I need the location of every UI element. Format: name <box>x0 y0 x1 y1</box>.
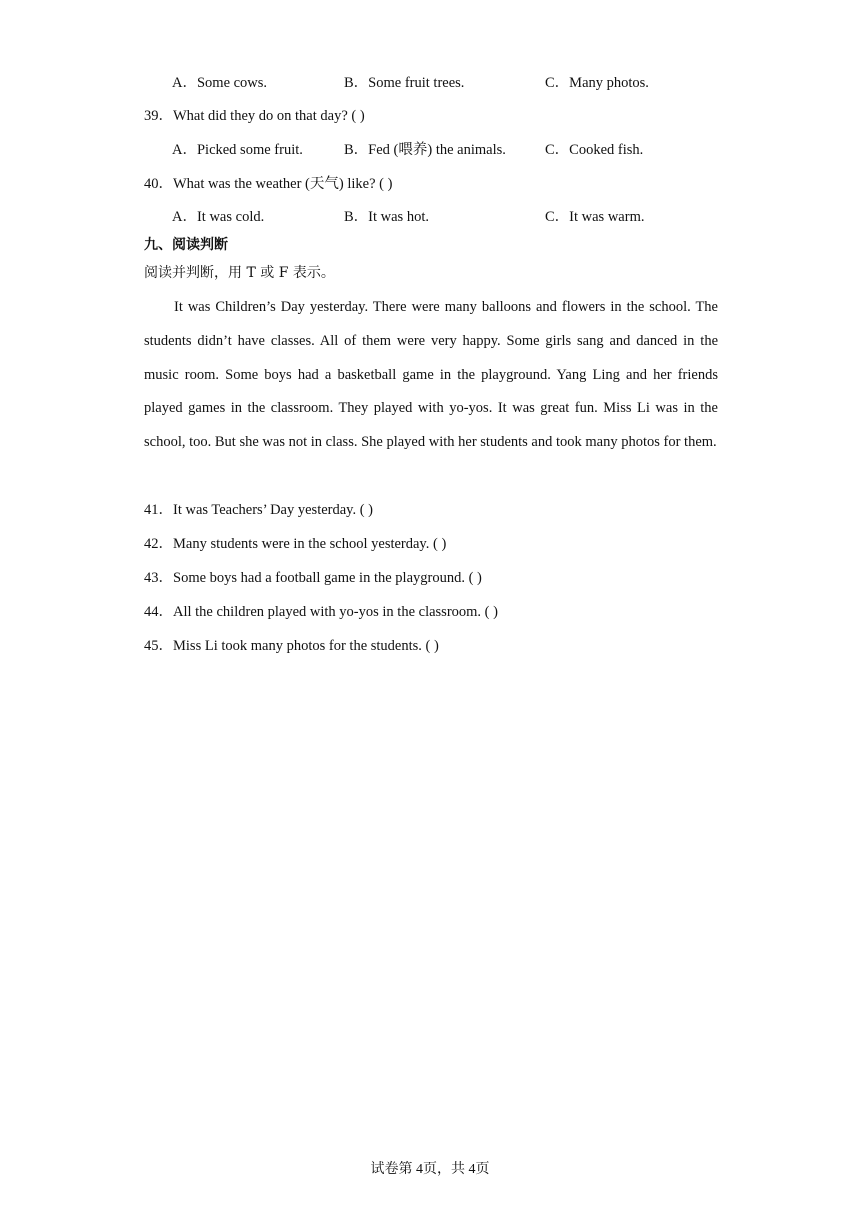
statement-43: 43．Some boys had a football game in the playground. ( ) <box>144 570 482 586</box>
q40-option-b: B．It was hot. <box>344 209 429 225</box>
statement-42: 42．Many students were in the school yesterday. ( ) <box>144 536 447 552</box>
section-heading: 九、阅读判断 <box>144 237 228 253</box>
statement-44: 44．All the children played with yo-yos in the classroom. ( ) <box>144 604 498 620</box>
q38-option-a: A．Some cows. <box>172 75 268 91</box>
statement-41: 41．It was Teachers’ Day yesterday. ( ) <box>144 502 374 518</box>
q39-option-c: C．Cooked fish. <box>545 142 644 158</box>
reading-passage: It was Children’s Day yesterday. There were many balloons and flowers in the school. The students didn’t have classes. All of them were very happy. Some girls sang and danced in the music room. Some boys had a basketball game in the playground. Yang Ling and her friends played games in the classroom. They played with yo-yos. It was great fun. Miss Li was in the school, too. But she was not in class. She played with her students and took many photos for them. <box>144 299 718 451</box>
q38-option-c: C．Many photos. <box>545 75 649 91</box>
q39-option-a: A．Picked some fruit. <box>172 142 303 158</box>
statement-45: 45．Miss Li took many photos for the students. ( ) <box>144 638 439 654</box>
page-footer: 试卷第 4页，共 4页 <box>370 1162 490 1177</box>
q40-option-a: A．It was cold. <box>172 209 265 225</box>
q40-question: 40．What was the weather (天气) like? ( ) <box>144 176 393 192</box>
q38-option-b: B．Some fruit trees. <box>344 75 465 91</box>
q40-option-c: C．It was warm. <box>545 209 645 225</box>
q39-question: 39．What did they do on that day? ( ) <box>144 108 365 124</box>
q39-option-b: B．Fed (喂养) the animals. <box>344 142 506 158</box>
section-instruction: 阅读并判断，用 T 或 F 表示。 <box>144 265 335 281</box>
